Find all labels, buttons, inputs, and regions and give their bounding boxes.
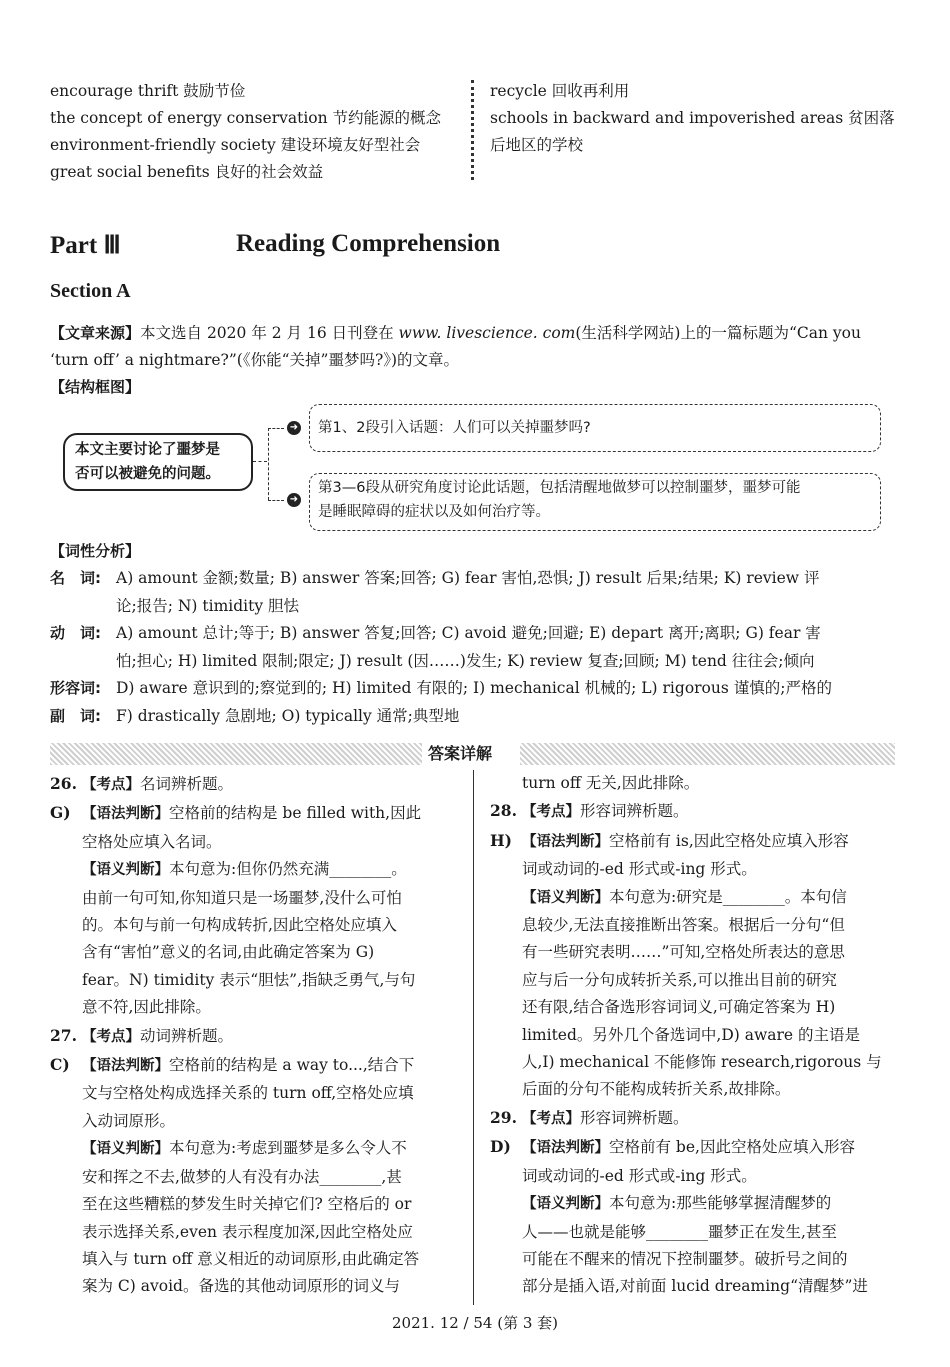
structure-box-1 [309, 404, 881, 452]
answer-tag: 【语法判断】 [82, 806, 169, 823]
answer-line [50, 1135, 460, 1163]
column-divider [473, 770, 474, 1305]
part-title: Reading Comprehension [236, 230, 501, 257]
source-text: 本文选自 2020 年 2 月 16 日刊登在 [140, 324, 399, 342]
answer-line [50, 939, 460, 966]
answer-line [50, 1273, 460, 1300]
structure-main-box [63, 433, 253, 491]
pos-row-text: A) amount 总计;等于; B) answer 答复;回答; C) avoid 避免;回避; E) depart 离开;离职; G) fear 害 [116, 624, 821, 642]
answer-text: 空格处应填入名词。 [82, 832, 222, 851]
answer-line [490, 939, 900, 966]
answer-line [490, 1219, 900, 1246]
pos-row-label: 动 词: [50, 624, 101, 642]
question-number: 26. [50, 774, 77, 793]
connector [253, 461, 267, 462]
answer-tag: 【语义判断】 [82, 862, 169, 879]
structure-main-line: 本文主要讨论了噩梦是 [75, 442, 220, 458]
pos-row-label: 名 词: [50, 569, 101, 587]
answer-line [50, 1191, 460, 1218]
vocab-item: the concept of energy conservation 节约能源的概念 [50, 109, 442, 127]
vocab-item: recycle 回收再利用 [490, 82, 630, 100]
vocab-right [490, 78, 900, 159]
answer-tag: 【语法判断】 [82, 1058, 169, 1075]
pos-row-text: A) amount 金额;数量; B) answer 答案;回答; G) fear 害怕,恐惧; J) result 后果;结果; K) review 评 [116, 569, 820, 587]
answer-line [490, 1049, 900, 1076]
answer-line [50, 912, 460, 939]
answer-line [50, 1108, 460, 1135]
page-footer: 2021. 12 / 54 (第 3 套) [391, 1314, 559, 1332]
answer-tag: 【考点】 [82, 1028, 140, 1045]
answer-text: 安和挥之不去,做梦的人有没有办法________,甚 [82, 1167, 402, 1186]
structure-box-text: 第3—6段从研究角度讨论此话题，包括清醒地做梦可以控制噩梦，噩梦可能 [318, 480, 801, 496]
answer-text: fear。N) timidity 表示“胆怯”,指缺乏勇气,与句 [82, 970, 416, 989]
source-text: (生活科学网站)上的一篇标题为“Can you [575, 324, 861, 342]
connector [268, 428, 269, 500]
answer-text: 表示选择关系,even 表示程度加深,因此空格处应 [82, 1222, 413, 1241]
answer-line [490, 1190, 900, 1218]
answer-text: turn off 无关,因此排除。 [522, 774, 700, 792]
answer-line [490, 884, 900, 912]
answer-text: 本句意为:考虑到噩梦是多么令人不 [169, 1139, 407, 1158]
pos-row-verb [50, 620, 898, 675]
pos-row-noun [50, 565, 898, 620]
answer-text: 本句意为:但你仍然充满________。 [169, 860, 407, 879]
answer-text: 空格前的结构是 a way to...,结合下 [169, 1056, 415, 1075]
vocab-item: great social benefits 良好的社会效益 [50, 163, 324, 181]
answer-column-left [50, 770, 460, 1301]
answer-tag: 【语法判断】 [522, 1140, 609, 1157]
answer-text: 本句意为:研究是________。本句信 [609, 887, 847, 906]
source-label: 【文章来源】 [50, 324, 141, 342]
answer-line [490, 994, 900, 1021]
answer-text: 本句意为:那些能够掌握清醒梦的 [609, 1194, 832, 1213]
answer-text: 可能在不醒来的情况下控制噩梦。破折号之间的 [522, 1249, 848, 1268]
answer-text: 至在这些糟糕的梦发生时关掉它们? 空格后的 or [82, 1195, 412, 1214]
answer-tag: 【考点】 [522, 1110, 580, 1127]
answer-text: 空格前的结构是 be filled with,因此 [169, 804, 422, 823]
heading-hatch [520, 743, 895, 765]
source-site: www. livescience. com [398, 324, 576, 342]
answer-text: 后面的分句不能构成转折关系,故排除。 [522, 1080, 791, 1099]
structure-label: 【结构框图】 [50, 378, 141, 396]
answer-line [490, 912, 900, 939]
answer-text: 填入与 turn off 意义相近的动词原形,由此确定答 [82, 1249, 420, 1268]
structure-box-text: 第1、2段引入话题：人们可以关掉噩梦吗? [318, 420, 591, 436]
answer-text: 文与空格处构成选择关系的 turn off,空格处应填 [82, 1084, 414, 1103]
arrow-right-icon: ➜ [287, 493, 301, 507]
answer-line [50, 885, 460, 912]
answer-column-right [490, 770, 900, 1301]
vocab-left [50, 78, 441, 186]
answer-text: 词或动词的-ed 形式或-ing 形式。 [522, 860, 757, 879]
answer-text: 应与后一分句成转折关系,可以推出目前的研究 [522, 970, 837, 989]
pos-label: 【词性分析】 [50, 542, 141, 560]
answer-line [50, 1164, 460, 1191]
answer-text: 词或动词的-ed 形式或-ing 形式。 [522, 1166, 757, 1185]
section-title: Section A [50, 280, 131, 302]
answer-text: 部分是插入语,对前面 lucid dreaming“清醒梦”进 [522, 1277, 868, 1296]
connector [268, 428, 284, 429]
answer-text: 息较少,无法直接推断出答案。根据后一分句“但 [522, 916, 845, 935]
answer-text: 意不符,因此排除。 [82, 998, 211, 1017]
answer-text: 由前一句可知,你知道只是一场噩梦,没什么可怕 [82, 888, 402, 907]
answer-tag: 【语义判断】 [82, 1141, 169, 1158]
pos-row-adverb [50, 703, 898, 731]
answer-text: 动词辨析题。 [140, 1026, 234, 1045]
answer-line [50, 1219, 460, 1246]
answer-text: 形容词辨析题。 [580, 1108, 689, 1127]
answer-line [490, 1104, 900, 1133]
connector [268, 500, 284, 501]
source-text: ‘turn off’ a nightmare?”(《你能“关掉”噩梦吗?》)的文章。 [50, 351, 460, 369]
answer-text: 空格前有 be,因此空格处应填入形容 [609, 1138, 855, 1157]
answer-tag: 【考点】 [82, 777, 140, 793]
structure-box-text: 是睡眠障碍的症状以及如何治疗等。 [318, 504, 550, 520]
source-paragraph [50, 320, 898, 374]
answer-text: 空格前有 is,因此空格处应填入形容 [609, 831, 849, 850]
answer-line [50, 856, 460, 884]
answer-line [490, 1273, 900, 1300]
answer-line [490, 797, 900, 826]
vocab-item: environment-friendly society 建设环境友好型社会 [50, 136, 421, 154]
answer-letter: H) [490, 830, 512, 850]
vocab-item: encourage thrift 鼓励节俭 [50, 82, 246, 100]
vocab-item: 后地区的学校 [490, 136, 584, 154]
answer-text: limited。另外几个备选词中,D) aware 的主语是 [522, 1025, 860, 1044]
answers-heading: 答案详解 [428, 744, 493, 763]
answer-text: 的。本句与前一句构成转折,因此空格处应填入 [82, 916, 397, 935]
answer-line [490, 1246, 900, 1273]
answer-line [490, 1163, 900, 1190]
part-label: Part Ⅲ [50, 232, 121, 259]
answer-text: 入动词原形。 [82, 1111, 176, 1130]
vocab-item: schools in backward and impoverished areas 贫困落 [490, 109, 895, 127]
answer-line [50, 1246, 460, 1273]
answer-line [490, 1076, 900, 1103]
answer-letter: C) [50, 1055, 70, 1075]
pos-row-text: F) drastically 急剧地; O) typically 通常;典型地 [116, 707, 460, 725]
answer-line [490, 856, 900, 883]
answer-line [50, 967, 460, 994]
pos-row-adjective [50, 675, 898, 703]
answer-text: 案为 C) avoid。备选的其他动词原形的词义与 [82, 1277, 400, 1296]
answer-text: 有一些研究表明……”可知,空格处所表达的意思 [522, 943, 845, 962]
answer-tag: 【语法判断】 [522, 833, 609, 850]
answer-text: 人,I) mechanical 不能修饰 research,rigorous 与 [522, 1053, 882, 1072]
answer-line [50, 799, 460, 828]
pos-row-text: 论;报告; N) timidity 胆怯 [116, 596, 300, 615]
question-number: 27. [50, 1025, 77, 1045]
answer-text: 形容词辨析题。 [580, 802, 689, 821]
answer-line [490, 967, 900, 994]
pos-row-label: 副 词: [50, 707, 101, 725]
answer-text: 含有“害怕”意义的名词,由此确定答案为 G) [82, 943, 375, 962]
answer-letter: G) [50, 803, 71, 823]
pos-row-label: 形容词: [50, 679, 101, 697]
answer-text: 人——也就是能够________噩梦正在发生,甚至 [522, 1222, 837, 1241]
answer-line [490, 1133, 900, 1162]
answer-line [50, 829, 460, 856]
answer-tag: 【语义判断】 [522, 1196, 609, 1213]
answer-letter: D) [490, 1137, 511, 1157]
answer-line [50, 1080, 460, 1107]
structure-main-line: 否可以被避免的问题。 [75, 466, 220, 482]
answer-line [50, 770, 460, 799]
pos-row-text: 怕;担心; H) limited 限制;限定; J) result (因……)发生; K) review 复查;回顾; M) tend 往往会;倾向 [116, 651, 815, 670]
question-number: 28. [490, 801, 517, 821]
answer-text: 名词辨析题。 [140, 775, 234, 793]
answer-line [490, 770, 900, 797]
arrow-right-icon: ➜ [287, 421, 301, 435]
question-number: 29. [490, 1107, 517, 1127]
answer-tag: 【语义判断】 [522, 889, 609, 906]
answer-tag: 【考点】 [522, 804, 580, 821]
answer-text: 还有限,结合备选形容词词义,可确定答案为 H) [522, 998, 836, 1017]
answer-line [490, 1022, 900, 1049]
vocab-divider [471, 80, 474, 180]
answer-line [490, 827, 900, 856]
answer-line [50, 1022, 460, 1051]
answer-line [50, 994, 460, 1021]
structure-box-2 [309, 473, 881, 531]
heading-hatch [50, 743, 422, 765]
answer-line [50, 1051, 460, 1080]
pos-row-text: D) aware 意识到的;察觉到的; H) limited 有限的; I) mechanical 机械的; L) rigorous 谨慎的;严格的 [116, 679, 832, 697]
